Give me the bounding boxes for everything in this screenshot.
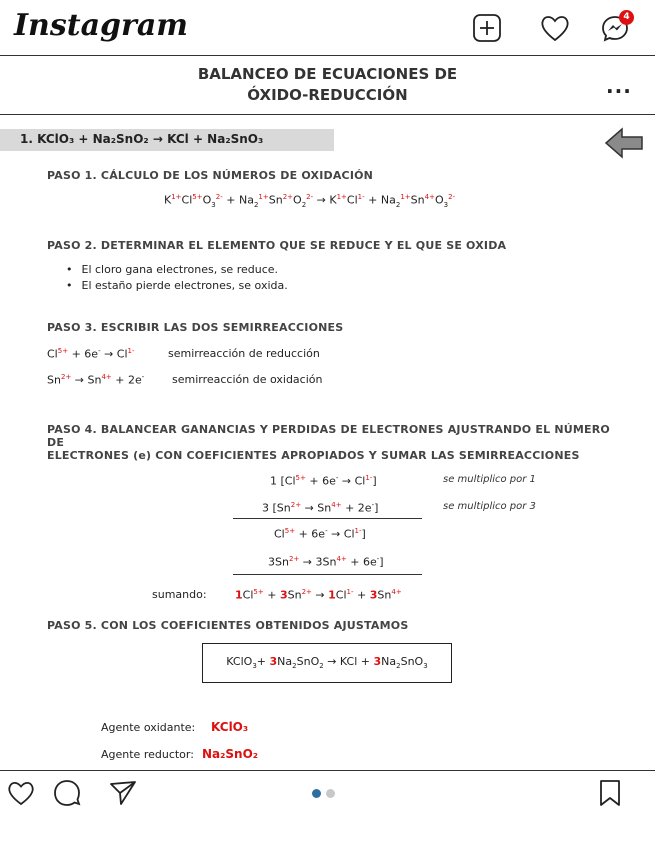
oxidizing-agent-label: Agente oxidante:: [101, 721, 196, 734]
problem-equation: 1. KClO₃ + Na₂SnO₂ → KCl + Na₂SnO₃: [20, 132, 264, 146]
list-item: • El cloro gana electrones, se reduce.: [66, 262, 288, 278]
balanced-equation: KClO$_3$+ $3Na_2SnO_2$ → KCl + $3Na_2SnO_3$: [226, 655, 428, 671]
back-arrow-icon[interactable]: [604, 126, 644, 160]
oxidation-half-reaction: $Sn^{2+} \to Sn^{4+} + 2e^-$: [47, 373, 145, 387]
paso5-heading: PASO 5. CON LOS COEFICIENTES OBTENIDOS AJUSTAMOS: [47, 619, 409, 632]
list-item: • El estaño pierde electrones, se oxida.: [66, 278, 288, 294]
like-heart-icon[interactable]: [6, 778, 36, 808]
title-line-1: BALANCEO DE ECUACIONES DE: [197, 65, 458, 83]
add-post-icon[interactable]: [471, 12, 503, 44]
share-icon[interactable]: [108, 778, 138, 808]
note-multiply-3: se multiplico por 3: [443, 501, 536, 512]
paso4-heading: [47, 423, 627, 462]
bottom-divider: [0, 770, 655, 771]
instagram-logo[interactable]: Instagram: [14, 8, 188, 43]
divider: [233, 574, 422, 575]
page-title: [150, 64, 505, 106]
paso4-heading-line-2: ELECTRONES (e) CON COEFICIENTES APROPIADOS Y SUMAR LAS SEMIRREACCIONES: [47, 449, 580, 462]
notification-badge: 4: [619, 10, 634, 25]
sum-equation: $1Cl^{5+} + 3Sn^{2+} \to 1Cl^{1-} + 3Sn^{4+}$: [235, 588, 402, 602]
carousel-dot: [326, 789, 335, 798]
paso2-list: [66, 262, 288, 294]
paso1-heading: PASO 1. CÁLCULO DE LOS NÚMEROS DE OXIDACIÓN: [47, 169, 374, 182]
paso1-oxidation-equation: $K^{1+}Cl^{5+}O_3^{2-} + Na_2^{1+}Sn^{2+}O_2^{2-} \to K^{1+}Cl^{1-} + Na_2^{1+}Sn^{4+}O_3^{2-}$: [164, 193, 456, 209]
heart-icon[interactable]: [539, 12, 571, 44]
paso3-heading: PASO 3. ESCRIBIR LAS DOS SEMIRREACCIONES: [47, 321, 344, 334]
balanced-reduction: $Cl^{5+} + 6e^- \to Cl^{1-}$]: [274, 527, 366, 541]
comment-icon[interactable]: [52, 778, 82, 808]
title-line-2: ÓXIDO-REDUCCIÓN: [247, 86, 408, 104]
balanced-equation-box: [202, 643, 452, 683]
more-options-icon[interactable]: ...: [606, 74, 632, 98]
divider: [0, 114, 655, 115]
bookmark-icon[interactable]: [595, 778, 625, 808]
sum-label: sumando:: [152, 588, 207, 601]
oxidizing-agent-value: KClO₃: [211, 720, 249, 734]
problem-bar: [0, 129, 334, 151]
reducing-agent-value: Na₂SnO₂: [202, 747, 259, 761]
divider: [233, 518, 422, 519]
multiplied-reduction: 1 $[Cl^{5+} + 6e^- \to Cl^{1-}]$: [270, 474, 377, 488]
oxidation-label: semirreacción de oxidación: [172, 373, 323, 386]
reduction-half-reaction: $Cl^{5+} + 6e^- \to Cl^{1-}$: [47, 347, 135, 361]
paso4-heading-line-1: PASO 4. BALANCEAR GANANCIAS Y PERDIDAS DE ELECTRONES AJUSTRANDO EL NÚMERO DE: [47, 423, 610, 449]
carousel-dot-active: [312, 789, 321, 798]
balanced-oxidation: $3Sn^{2+} \to 3Sn^{4+} + 6e^-$]: [268, 555, 384, 569]
note-multiply-1: se multiplico por 1: [443, 474, 536, 485]
reducing-agent-label: Agente reductor:: [101, 748, 194, 761]
multiplied-oxidation: 3 $[Sn^{2+} \to Sn^{4+} + 2e^-]$: [262, 501, 379, 515]
reduction-label: semirreacción de reducción: [168, 347, 320, 360]
paso2-heading: PASO 2. DETERMINAR EL ELEMENTO QUE SE REDUCE Y EL QUE SE OXIDA: [47, 239, 507, 252]
